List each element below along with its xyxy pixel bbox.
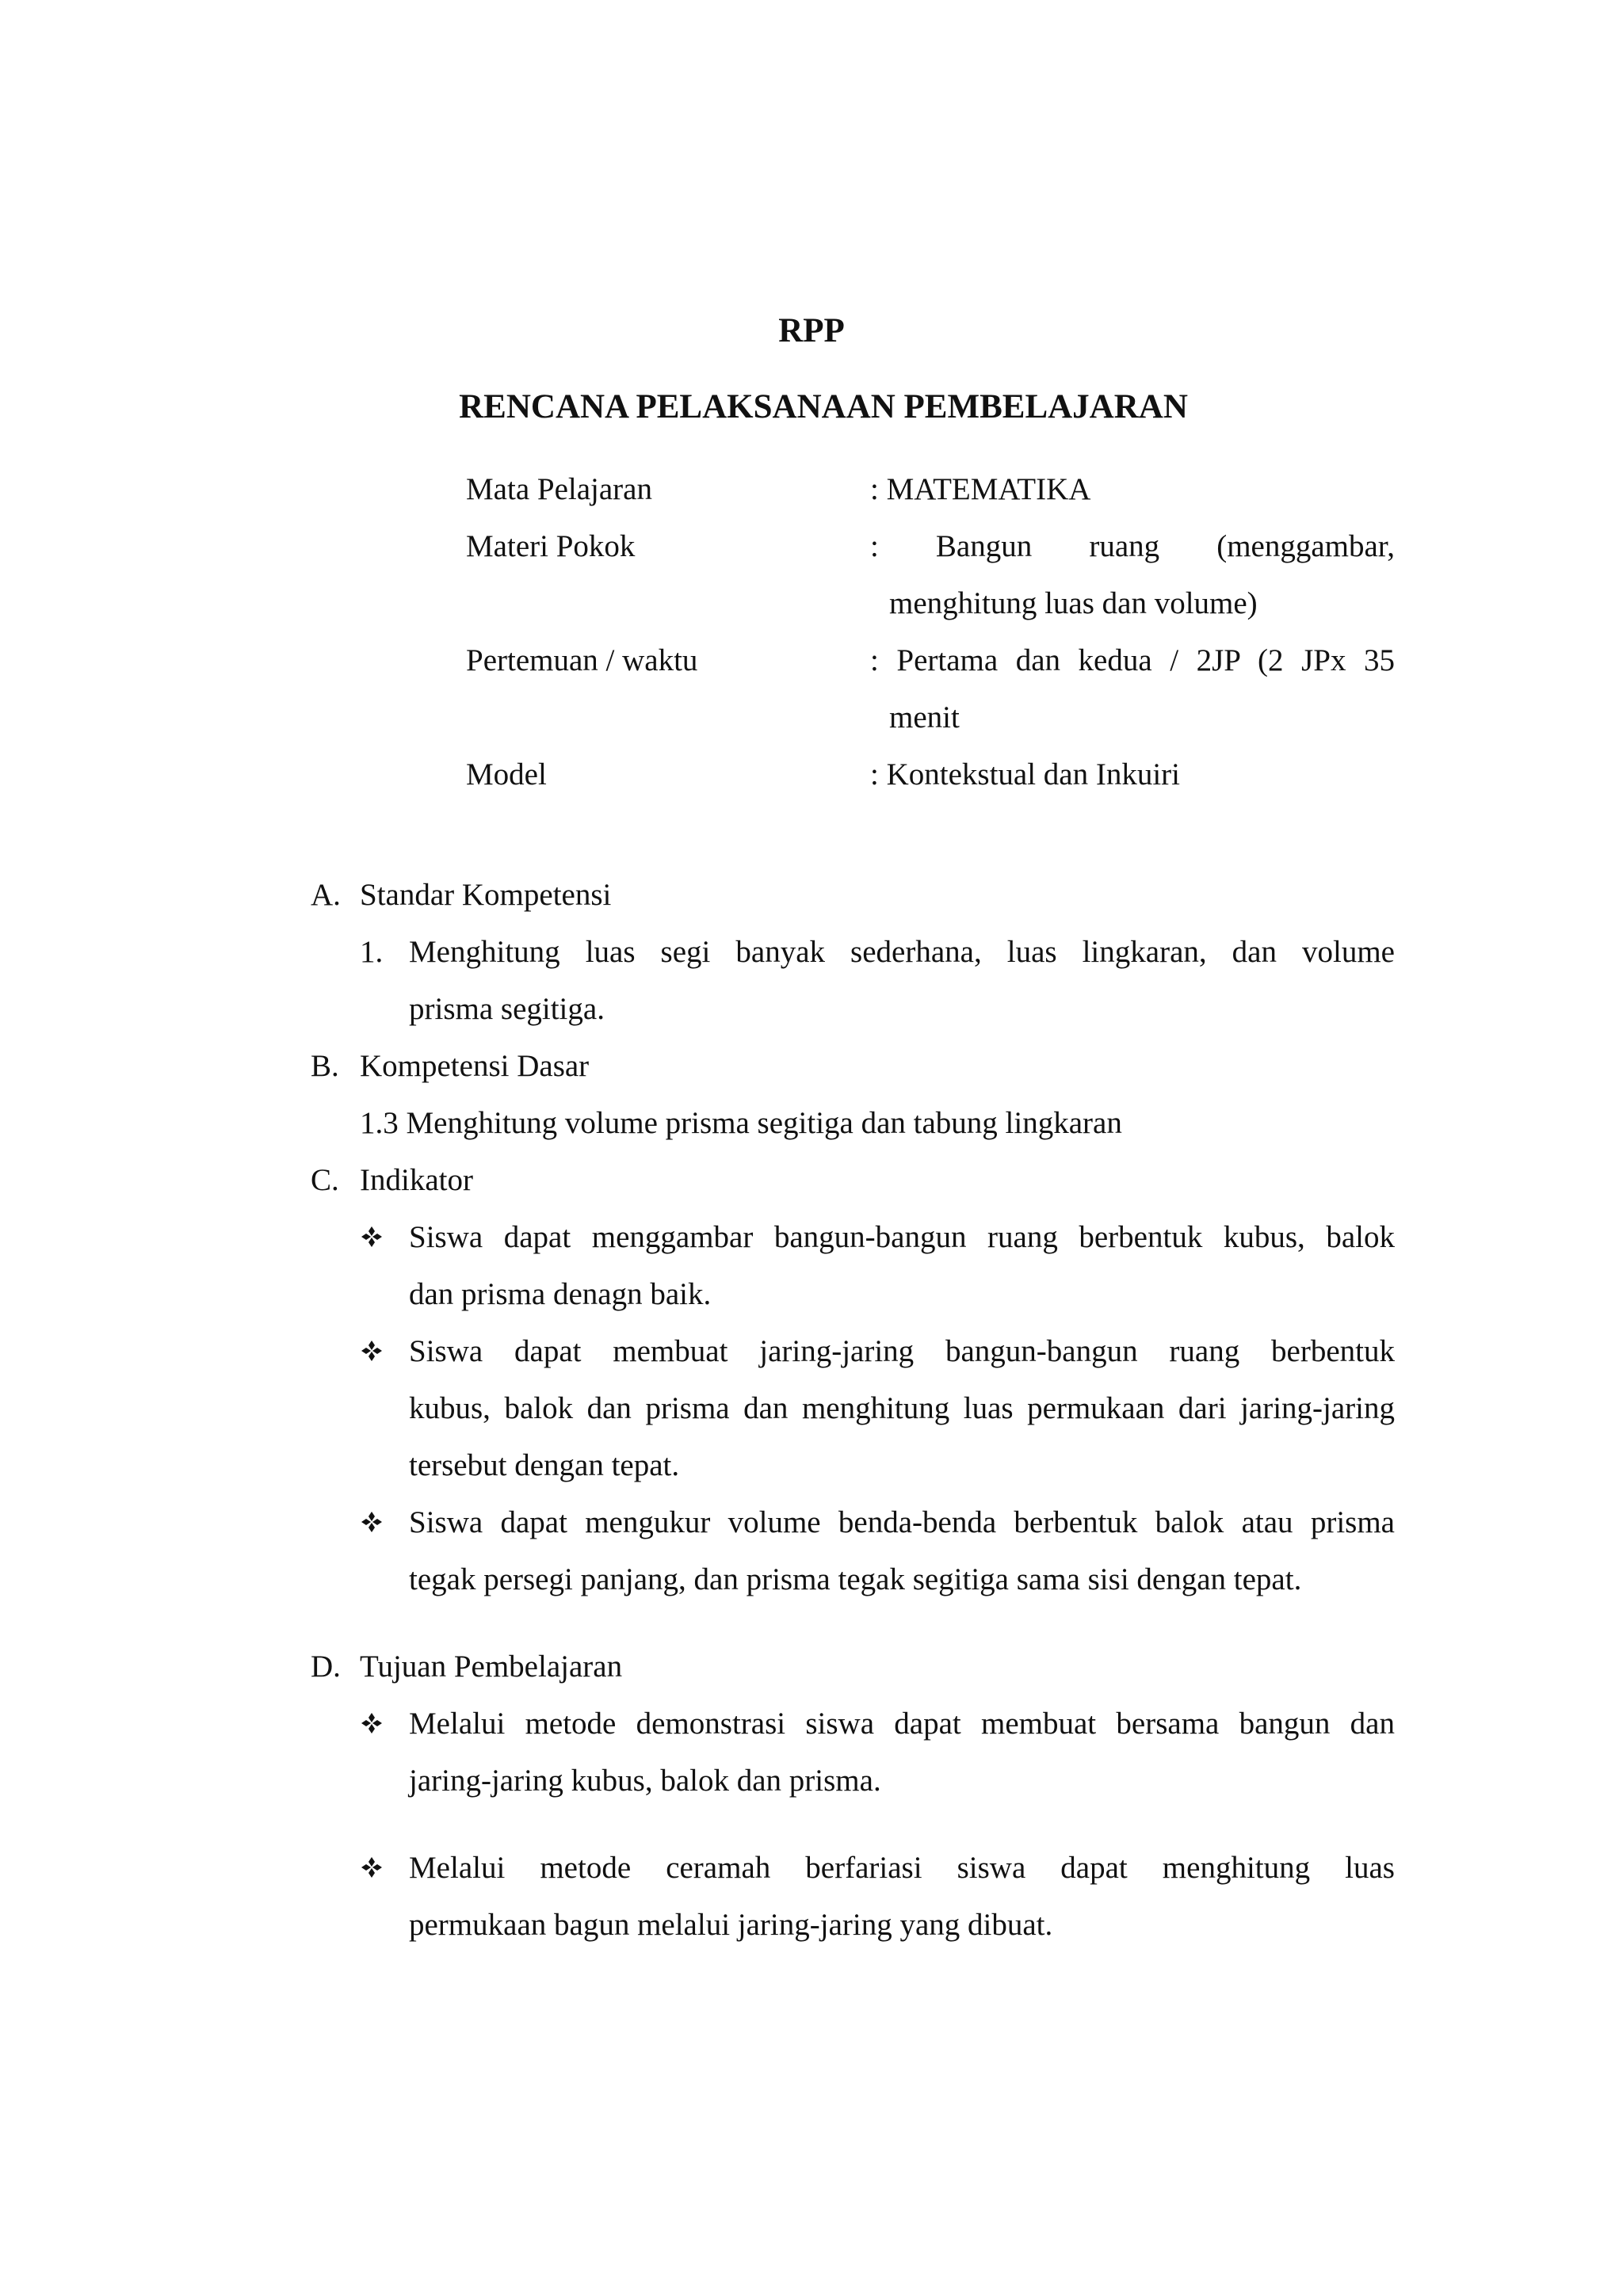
info-label: Mata Pelajaran xyxy=(466,472,652,506)
info-row-model xyxy=(466,746,1395,803)
item-line: kubus, balok dan prisma dan menghitung luas permukaan dari jaring-jaring xyxy=(409,1391,1395,1425)
section-b-text: 1.3 Menghitung volume prisma segitiga dan tabung lingkaran xyxy=(360,1106,1122,1140)
list-item xyxy=(360,924,1395,1038)
section-letter: B. xyxy=(311,1049,339,1083)
section-spacer xyxy=(311,1608,1395,1638)
info-value-line: : Pertama dan kedua / 2JP (2 JPx 35 xyxy=(870,643,1395,677)
item-spacer xyxy=(311,1810,1395,1840)
bullet-icon xyxy=(360,1323,409,1494)
four-diamond-bullet-icon xyxy=(360,1510,384,1534)
section-title: Indikator xyxy=(360,1163,473,1197)
document-title: RPP xyxy=(778,312,845,349)
list-item xyxy=(360,1323,1395,1494)
info-row-subject xyxy=(466,461,1395,518)
list-item xyxy=(360,1494,1395,1608)
bullet-icon xyxy=(360,1494,409,1608)
info-label: Materi Pokok xyxy=(466,529,636,563)
bullet-icon xyxy=(360,1209,409,1323)
list-item xyxy=(360,1840,1395,1954)
item-text xyxy=(409,1494,1395,1608)
section-letter: D. xyxy=(311,1650,341,1684)
four-diamond-bullet-icon xyxy=(360,1339,384,1363)
item-line: Siswa dapat mengukur volume benda-benda berbentuk balok atau prisma xyxy=(409,1505,1395,1539)
info-value: : Kontekstual dan Inkuiri xyxy=(870,757,1181,791)
item-line: Siswa dapat membuat jaring-jaring bangun-bangun ruang berbentuk xyxy=(409,1334,1395,1368)
info-value: : MATEMATIKA xyxy=(870,472,1091,506)
item-line: jaring-jaring kubus, balok dan prisma. xyxy=(409,1764,881,1798)
item-text xyxy=(409,1695,1395,1810)
item-line: dan prisma denagn baik. xyxy=(409,1277,712,1311)
four-diamond-bullet-icon xyxy=(360,1711,384,1735)
document-subtitle: RENCANA PELAKSANAAN PEMBELAJARAN xyxy=(459,388,1188,425)
four-diamond-bullet-icon xyxy=(360,1855,384,1879)
info-label: Model xyxy=(466,757,547,791)
section-title: Tujuan Pembelajaran xyxy=(360,1650,623,1684)
section-a-heading xyxy=(311,867,1395,924)
info-value-line: menghitung luas dan volume) xyxy=(889,586,1258,620)
item-line: Melalui metode ceramah berfariasi siswa dapat menghitung luas xyxy=(409,1851,1395,1885)
section-d-heading xyxy=(311,1638,1395,1695)
bullet-icon xyxy=(360,1840,409,1954)
item-line: tersebut dengan tepat. xyxy=(409,1448,680,1482)
item-line: permukaan bagun melalui jaring-jaring yang dibuat. xyxy=(409,1908,1053,1942)
item-line: tegak persegi panjang, dan prisma tegak segitiga sama sisi dengan tepat. xyxy=(409,1562,1302,1596)
item-text xyxy=(409,1323,1395,1494)
info-label: Pertemuan / waktu xyxy=(466,643,698,677)
section-b-heading xyxy=(311,1038,1395,1095)
item-number: 1. xyxy=(360,935,384,969)
list-item xyxy=(360,1695,1395,1810)
four-diamond-bullet-icon xyxy=(360,1225,384,1249)
section-c-heading xyxy=(311,1152,1395,1209)
bullet-icon xyxy=(360,1695,409,1810)
section-letter: A. xyxy=(311,878,341,912)
list-item xyxy=(360,1209,1395,1323)
info-value-line: : Bangun ruang (menggambar, xyxy=(870,529,1395,563)
sections-block xyxy=(311,867,1395,1954)
info-value xyxy=(870,518,1395,632)
section-letter: C. xyxy=(311,1163,339,1197)
item-text xyxy=(409,1840,1395,1954)
item-line: Siswa dapat menggambar bangun-bangun ruang berbentuk kubus, balok xyxy=(409,1220,1395,1254)
item-text xyxy=(409,1209,1395,1323)
item-line: Melalui metode demonstrasi siswa dapat membuat bersama bangun dan xyxy=(409,1707,1395,1741)
item-line: Menghitung luas segi banyak sederhana, luas lingkaran, dan volume xyxy=(409,935,1395,969)
section-title: Standar Kompetensi xyxy=(360,878,612,912)
section-title: Kompetensi Dasar xyxy=(360,1049,590,1083)
info-value-line: menit xyxy=(889,700,960,734)
item-line: prisma segitiga. xyxy=(409,992,605,1026)
info-row-topic xyxy=(466,518,1395,632)
info-value xyxy=(870,632,1395,746)
info-row-meeting xyxy=(466,632,1395,746)
info-block xyxy=(466,461,1395,803)
item-text xyxy=(409,924,1395,1038)
